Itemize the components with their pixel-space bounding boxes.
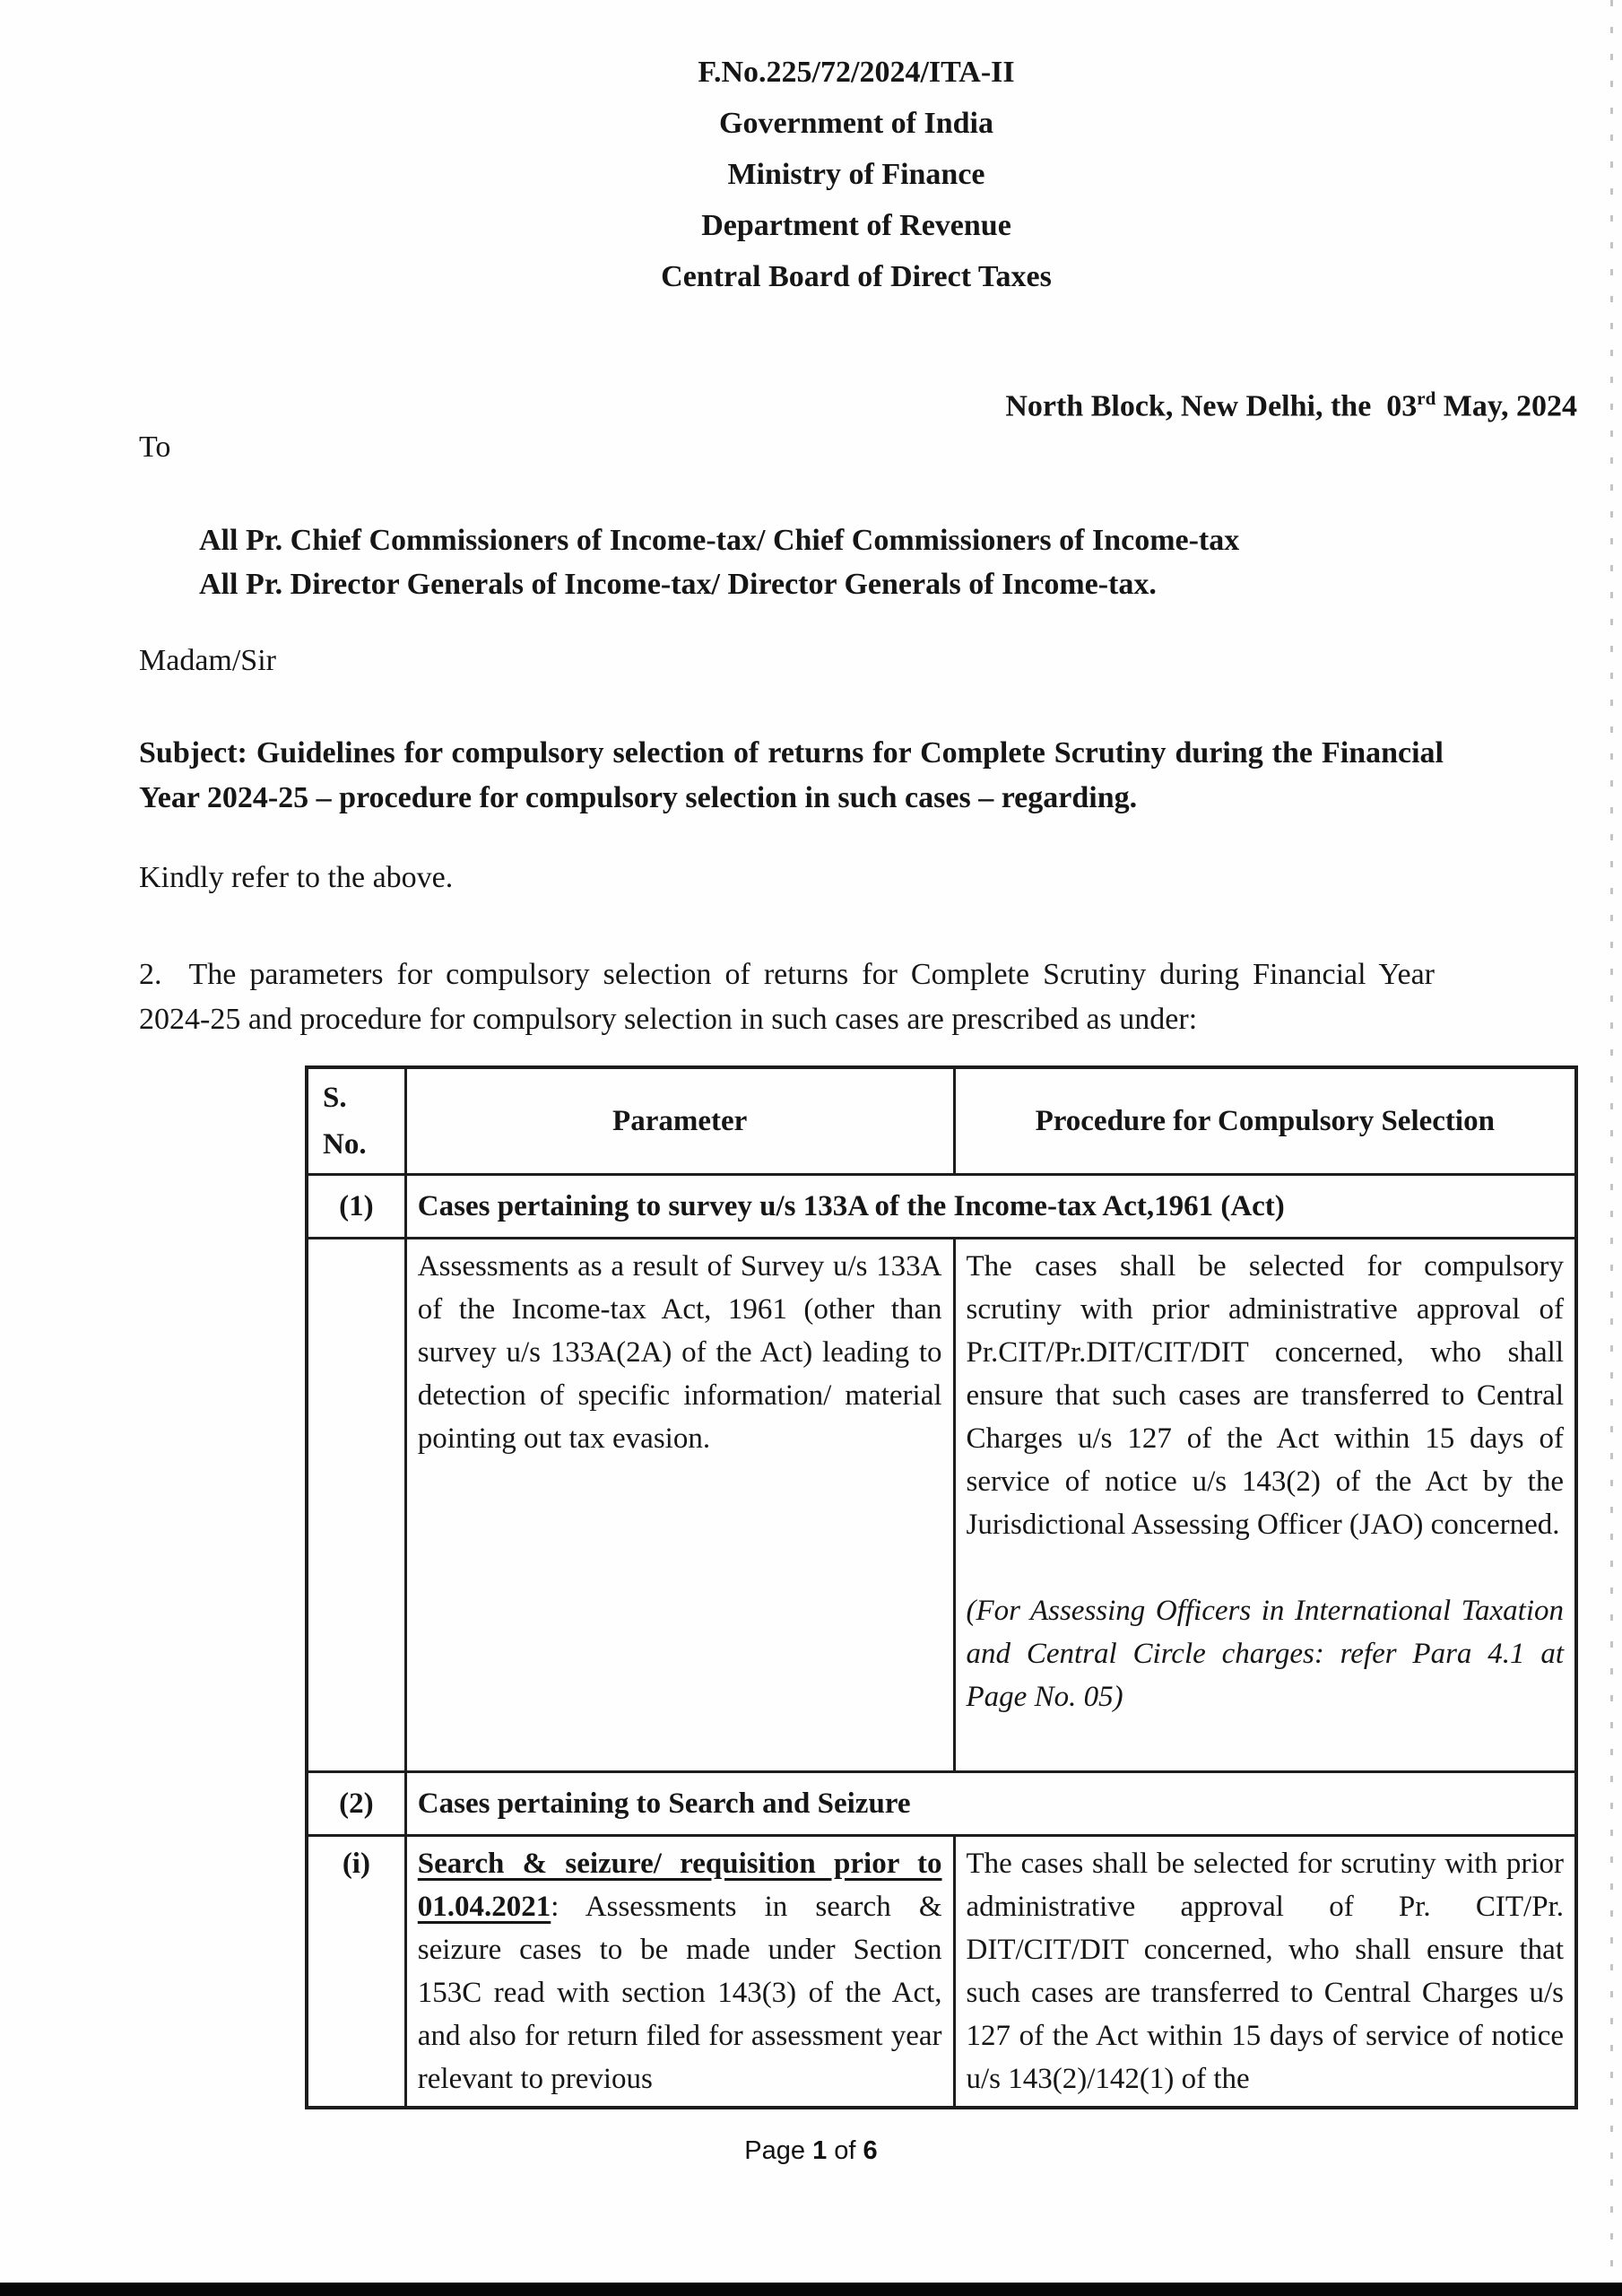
subject-line: Subject: Guidelines for compulsory selection of returns for Complete Scrutiny during the Financial Year 2024-25 – procedure for compulsory selection in such cases – regarding.	[139, 736, 1444, 814]
scan-artifact-bottom-bar	[0, 2283, 1622, 2296]
row1-procedure-note: (For Assessing Officers in International Taxation and Central Circle charges: refer Para 4.1 at Page No. 05)	[966, 1595, 1564, 1713]
paragraph-text: The parameters for compulsory selection of returns for Complete Scrutiny during Financial Year 2024-25 and procedure for compulsory selection in such cases are prescribed as under:	[139, 958, 1435, 1036]
footer-page-number: 1	[812, 2136, 828, 2165]
table-header-row	[307, 1067, 1576, 1175]
row-i-parameter-cell	[405, 1836, 954, 2109]
addressee-line: All Pr. Chief Commissioners of Income-tax/ Chief Commissioners of Income-tax	[199, 524, 1240, 557]
row2-serial: (2)	[307, 1772, 405, 1836]
compulsory-selection-table	[305, 1065, 1578, 2109]
org-line-department: Department of Revenue	[701, 209, 1011, 242]
table-section-row-1	[307, 1175, 1576, 1239]
org-line-government: Government of India	[719, 107, 993, 140]
salutation: Madam/Sir	[139, 644, 276, 677]
letterhead	[139, 47, 1574, 302]
row1-section-heading: Cases pertaining to survey u/s 133A of the Income-tax Act,1961 (Act)	[405, 1175, 1576, 1239]
header-serial-number	[307, 1067, 405, 1175]
table-section-row-2	[307, 1772, 1576, 1836]
to-label: To	[139, 430, 171, 464]
reference-line: Kindly refer to the above.	[139, 861, 454, 894]
row-i-procedure-cell: The cases shall be selected for scrutiny with prior administrative approval of Pr. CIT/Pr. DIT/CIT/DIT concerned, who shall ensure that such cases are transferred to Central Charges u/s 127 of the Act within 15 days of service of notice u/s 143(2)/142(1) of the	[954, 1836, 1576, 2109]
footer-page-label: Page	[744, 2136, 806, 2165]
date-suffix: May, 2024	[1436, 389, 1577, 423]
header-parameter: Parameter	[405, 1067, 954, 1175]
row1-parameter-cell: Assessments as a result of Survey u/s 133A of the Income-tax Act, 1961 (other than survey u/s 133A(2A) of the Act) leading to detection of specific information/ material pointing out tax evasion.	[405, 1239, 954, 1772]
date-ordinal: rd	[1417, 387, 1436, 409]
header-serial-line1: S.	[323, 1082, 347, 1114]
header-procedure: Procedure for Compulsory Selection	[954, 1067, 1576, 1175]
table-detail-row-i	[307, 1836, 1576, 2109]
row-i-serial: (i)	[307, 1836, 405, 2109]
paragraph-2	[139, 952, 1435, 1042]
scan-artifact-dotted-line	[1610, 0, 1613, 2283]
addressee-block	[199, 518, 1562, 606]
row1-detail-serial	[307, 1239, 405, 1772]
file-number: F.No.225/72/2024/ITA-II	[698, 56, 1015, 89]
org-line-ministry: Ministry of Finance	[727, 158, 985, 191]
org-line-board: Central Board of Direct Taxes	[661, 260, 1052, 293]
paragraph-number: 2.	[139, 958, 162, 991]
place-date-line	[1005, 387, 1577, 423]
footer-total-pages: 6	[863, 2136, 878, 2165]
row-i-parameter-lead: Search & seizure/ requisition prior to 01.04.2021	[417, 1848, 942, 1923]
row2-section-heading: Cases pertaining to Search and Seizure	[405, 1772, 1576, 1836]
addressee-line: All Pr. Director Generals of Income-tax/ Director Generals of Income-tax.	[199, 568, 1157, 601]
row-i-parameter-rest: : Assessments in search & seizure cases to be made under Section 153C read with section 143(3) of the Act, and also for return filed for assessment year relevant to previous	[417, 1891, 942, 2095]
page-number-footer	[0, 2136, 1622, 2166]
row1-procedure-cell	[954, 1239, 1576, 1772]
table-detail-row-1	[307, 1239, 1576, 1772]
footer-of-label: of	[834, 2136, 856, 2165]
row1-serial: (1)	[307, 1175, 405, 1239]
date-prefix: North Block, New Delhi, the 03	[1005, 389, 1418, 423]
row1-procedure-text: The cases shall be selected for compulsory scrutiny with prior administrative approval of Pr.CIT/Pr.DIT/CIT/DIT concerned, who shall ensure that such cases are transferred to Central Charges u/s 127 of the Act within 15 days of service of notice u/s 143(2) of the Act by the Jurisdictional Assessing Officer (JAO) concerned.	[966, 1250, 1564, 1541]
header-serial-line2: No.	[323, 1128, 367, 1161]
